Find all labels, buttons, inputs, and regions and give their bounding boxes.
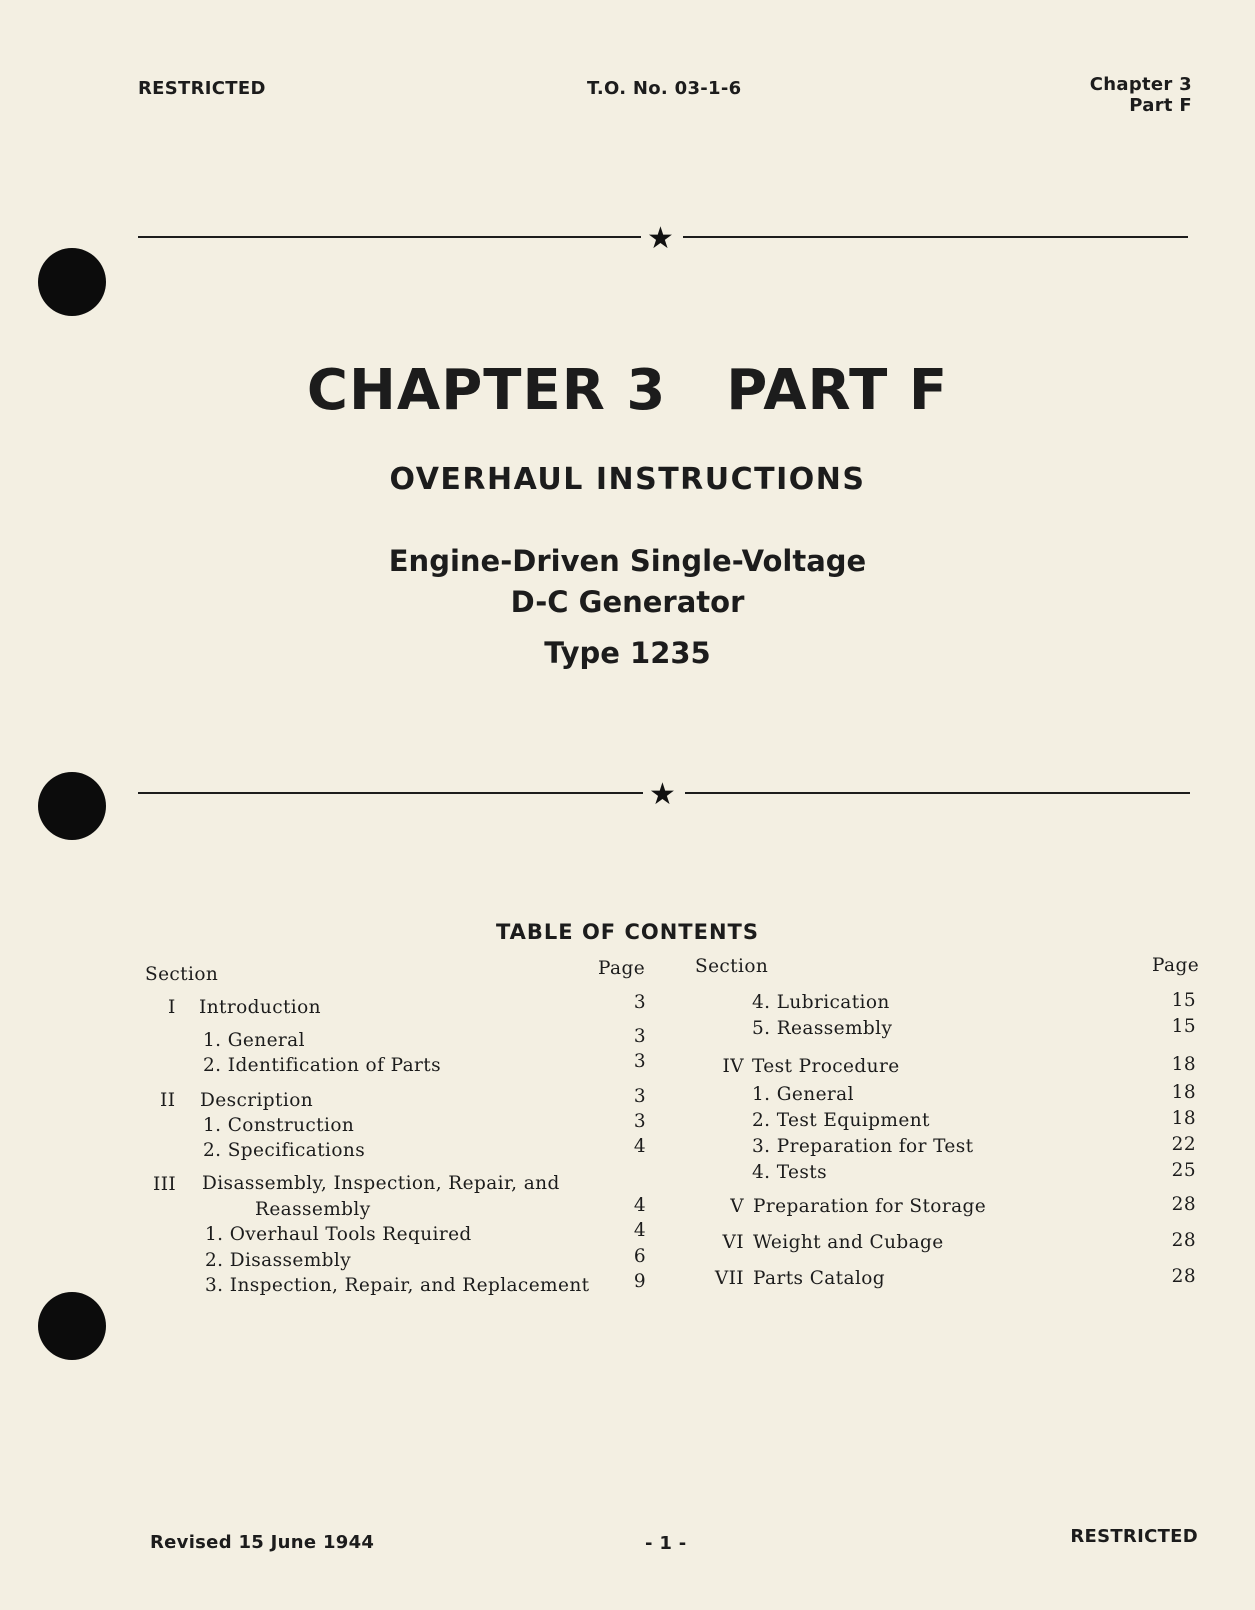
top-rule-left — [138, 236, 641, 238]
toc-entry-title: Preparation for Storage — [753, 1196, 987, 1217]
toc-entry-page: 15 — [1171, 990, 1196, 1011]
toc-entry-page: 3 — [633, 1086, 646, 1107]
toc-entry-page: 25 — [1171, 1160, 1196, 1181]
toc-entry-title: Test Procedure — [752, 1056, 900, 1077]
footer-restricted: RESTRICTED — [1070, 1526, 1198, 1547]
chapter-title — [0, 358, 1255, 423]
toc-entry-page: 28 — [1171, 1230, 1196, 1251]
toc-entry-title: 4. Lubrication — [752, 992, 890, 1013]
toc-entry-title: 2. Disassembly — [205, 1250, 352, 1271]
toc-entry-title: Weight and Cubage — [753, 1232, 944, 1253]
toc-entry-title: 5. Reassembly — [752, 1018, 893, 1039]
toc-entry-page: 22 — [1171, 1134, 1196, 1155]
toc-entry-title: 4. Tests — [752, 1162, 828, 1183]
star-ornament-bottom: ★ — [649, 777, 676, 812]
chapter-label: CHAPTER 3 — [306, 358, 667, 423]
top-rule-right — [683, 236, 1188, 238]
toc-entry-title: Reassembly — [255, 1199, 371, 1220]
toc-entry-page: 3 — [633, 1051, 646, 1072]
toc-left-page-label: Page — [598, 958, 646, 979]
toc-left-section-label: Section — [145, 964, 219, 985]
header-chapter-part — [1000, 74, 1192, 116]
footer-page-number: - 1 - — [645, 1533, 687, 1554]
toc-entry-title: 2. Specifications — [203, 1140, 366, 1161]
header-restricted: RESTRICTED — [138, 78, 266, 99]
footer-revised-date: Revised 15 June 1944 — [150, 1532, 375, 1553]
title-line-2: D-C Generator — [510, 585, 745, 619]
overhaul-subtitle: OVERHAUL INSTRUCTIONS — [389, 462, 866, 497]
toc-entry-page: 18 — [1171, 1082, 1196, 1103]
punch-hole-middle — [38, 772, 106, 840]
star-ornament-top: ★ — [647, 221, 674, 256]
title-line-1: Engine-Driven Single-Voltage — [388, 544, 867, 578]
toc-right-section-label: Section — [695, 956, 769, 977]
toc-entry-page: 28 — [1171, 1266, 1196, 1287]
toc-entry-title: 3. Inspection, Repair, and Replacement — [205, 1275, 590, 1296]
title-line-3: Type 1235 — [544, 636, 711, 670]
toc-entry-title: Description — [200, 1090, 314, 1111]
toc-entry-title: Disassembly, Inspection, Repair, and — [202, 1173, 560, 1194]
header-part: Part F — [1129, 95, 1192, 116]
toc-entry-title: 1. Overhaul Tools Required — [205, 1224, 472, 1245]
toc-numeral: VII — [714, 1268, 744, 1289]
punch-hole-top — [38, 248, 106, 316]
toc-entry-title: 2. Identification of Parts — [203, 1055, 442, 1076]
toc-entry-page: 3 — [633, 992, 646, 1013]
toc-entry-title: Introduction — [199, 997, 321, 1018]
toc-entry-page: 15 — [1171, 1016, 1196, 1037]
toc-entry-page: 18 — [1171, 1108, 1196, 1129]
toc-entry-page: 6 — [633, 1246, 646, 1267]
toc-entry-page: 9 — [633, 1271, 646, 1292]
toc-entry-title: 3. Preparation for Test — [752, 1136, 974, 1157]
toc-heading: TABLE OF CONTENTS — [495, 920, 760, 944]
toc-entry-title: 1. General — [203, 1030, 305, 1051]
toc-right-page-label: Page — [1152, 955, 1200, 976]
toc-numeral: I — [168, 997, 176, 1018]
toc-numeral: III — [153, 1174, 177, 1195]
part-label: PART F — [726, 358, 949, 423]
toc-entry-page: 4 — [633, 1195, 646, 1216]
toc-entry-page: 3 — [633, 1111, 646, 1132]
toc-numeral: II — [160, 1090, 176, 1111]
toc-numeral: VI — [722, 1232, 744, 1253]
toc-entry-page: 4 — [633, 1136, 646, 1157]
toc-entry-title: 1. General — [752, 1084, 854, 1105]
toc-numeral: IV — [722, 1056, 744, 1077]
punch-hole-bottom — [38, 1292, 106, 1360]
bottom-rule-right — [685, 792, 1190, 794]
toc-entry-page: 18 — [1171, 1054, 1196, 1075]
header-to-number: T.O. No. 03-1-6 — [587, 78, 742, 99]
toc-numeral: V — [730, 1196, 744, 1217]
toc-entry-page: 28 — [1171, 1194, 1196, 1215]
toc-entry-title: 1. Construction — [203, 1115, 355, 1136]
toc-entry-page: 3 — [633, 1026, 646, 1047]
toc-entry-title: 2. Test Equipment — [752, 1110, 930, 1131]
bottom-rule-left — [138, 792, 643, 794]
header-chapter: Chapter 3 — [1089, 74, 1192, 95]
toc-entry-title: Parts Catalog — [753, 1268, 886, 1289]
toc-entry-page: 4 — [633, 1220, 646, 1241]
